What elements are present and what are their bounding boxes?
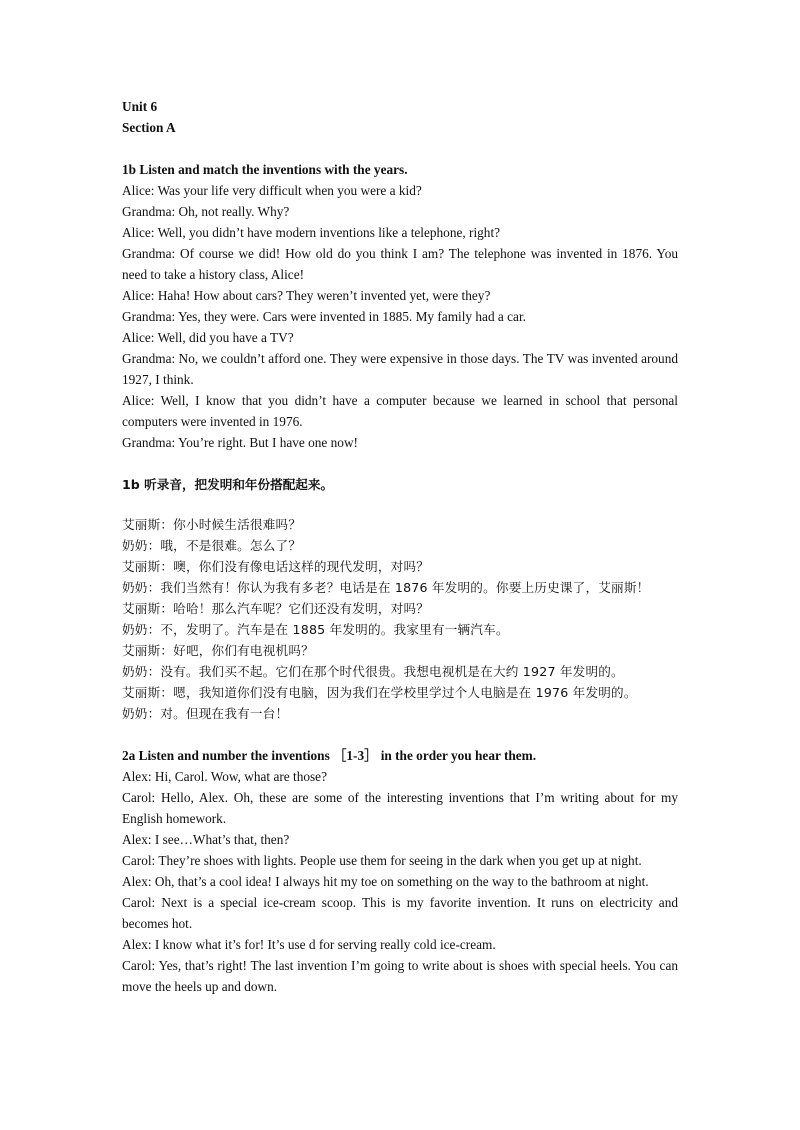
- dialogue-line: 奶奶：不，发明了。汽车是在 1885 年发明的。我家里有一辆汽车。: [122, 622, 509, 637]
- dialogue-line: 奶奶：哦，不是很难。怎么了？: [122, 538, 302, 553]
- unit-title: Unit 6: [122, 99, 158, 114]
- dialogue-line: Grandma: You’re right. But I have one now!: [122, 435, 358, 450]
- dialogue-line: Alice: Was your life very difficult when you were a kid?: [122, 183, 422, 198]
- part1-cn-dialogue: [122, 514, 678, 724]
- part2-dialogue: [122, 766, 678, 997]
- dialogue-line: 艾丽斯：你小时候生活很难吗？: [122, 517, 302, 532]
- part1-dialogue: [122, 180, 678, 453]
- dialogue-line: 艾丽斯：噢，你们没有像电话这样的现代发明，对吗？: [122, 559, 430, 574]
- part1-heading: 1b Listen and match the inventions with the years.: [122, 162, 408, 177]
- part2-heading: 2a Listen and number the inventions ［1-3］ in the order you hear them.: [122, 748, 537, 763]
- dialogue-line: 奶奶：没有。我们买不起。它们在那个时代很贵。我想电视机是在大约 1927 年发明的。: [122, 664, 624, 679]
- dialogue-line: Alice: Haha! How about cars? They weren’t invented yet, were they?: [122, 288, 491, 303]
- spacer: [122, 453, 678, 474]
- dialogue-line: 奶奶：我们当然有！你认为我有多老？电话是在 1876 年发明的。你要上历史课了，艾丽斯！: [122, 580, 650, 595]
- dialogue-line: Alice: Well, did you have a TV?: [122, 330, 294, 345]
- dialogue-line: 艾丽斯：哈哈！那么汽车呢？它们还没有发明，对吗？: [122, 601, 430, 616]
- dialogue-line: 奶奶：对。但现在我有一台！: [122, 706, 289, 721]
- document-page: [122, 96, 678, 997]
- spacer: [122, 724, 678, 745]
- dialogue-line: Grandma: Yes, they were. Cars were invented in 1885. My family had a car.: [122, 309, 526, 324]
- dialogue-line: Grandma: Oh, not really. Why?: [122, 204, 290, 219]
- dialogue-line: Alice: Well, you didn’t have modern inventions like a telephone, right?: [122, 225, 501, 240]
- dialogue-line: Carol: Yes, that’s right! The last invention I’m going to write about is shoes with special heels. You can move the heels up and down.: [122, 958, 678, 994]
- dialogue-line: 艾丽斯：好吧，你们有电视机吗？: [122, 643, 314, 658]
- dialogue-line: Carol: Next is a special ice-cream scoop. This is my favorite invention. It runs on electricity and becomes hot.: [122, 895, 678, 931]
- dialogue-line: Grandma: No, we couldn’t afford one. They were expensive in those days. The TV was invented around 1927, I think.: [122, 351, 678, 387]
- dialogue-line: Carol: They’re shoes with lights. People use them for seeing in the dark when you get up at night.: [122, 853, 642, 868]
- dialogue-line: Alex: Hi, Carol. Wow, what are those?: [122, 769, 327, 784]
- dialogue-line: 艾丽斯：嗯，我知道你们没有电脑，因为我们在学校里学过个人电脑是在 1976 年发明的。: [122, 685, 637, 700]
- dialogue-line: Alex: I see…What’s that, then?: [122, 832, 290, 847]
- dialogue-line: Alex: I know what it’s for! It’s use d for serving really cold ice-cream.: [122, 937, 496, 952]
- dialogue-line: Carol: Hello, Alex. Oh, these are some of the interesting inventions that I’m writing about for my English homework.: [122, 790, 678, 826]
- dialogue-line: Alex: Oh, that’s a cool idea! I always hit my toe on something on the way to the bathroom at night.: [122, 874, 649, 889]
- dialogue-line: Alice: Well, I know that you didn’t have a computer because we learned in school that personal computers were invented in 1976.: [122, 393, 678, 429]
- spacer: [122, 138, 678, 159]
- spacer: [122, 495, 678, 514]
- section-title: Section A: [122, 120, 176, 135]
- part1-cn-heading: 1b 听录音，把发明和年份搭配起来。: [122, 477, 334, 492]
- dialogue-line: Grandma: Of course we did! How old do you think I am? The telephone was invented in 1876. You need to take a history class, Alice!: [122, 246, 678, 282]
